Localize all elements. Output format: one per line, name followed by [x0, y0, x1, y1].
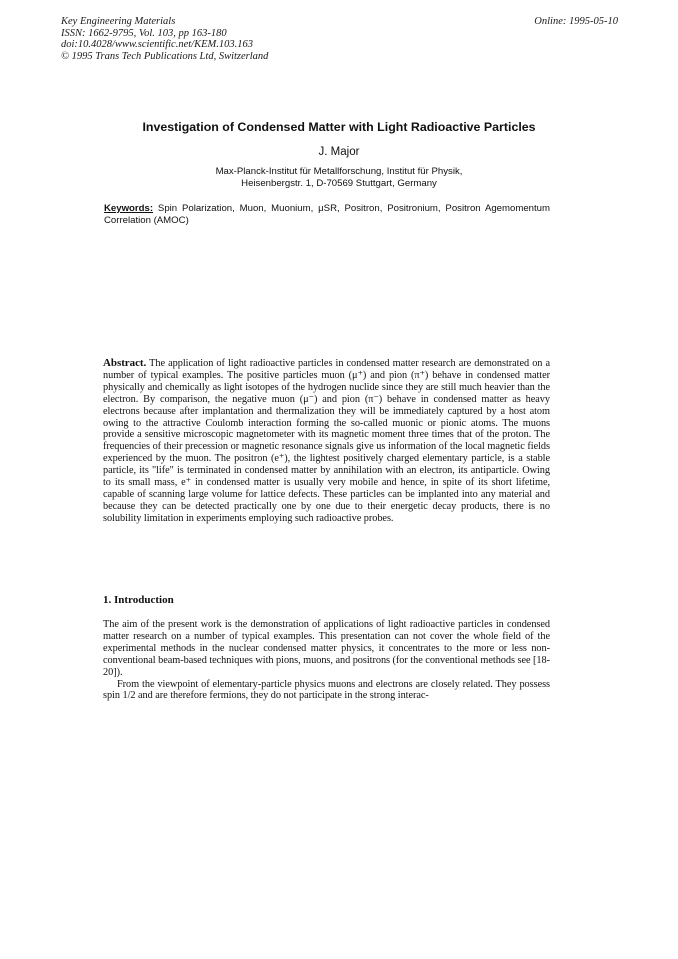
online-date: Online: 1995-05-10 — [534, 16, 618, 27]
keywords-text: Spin Polarization, Muon, Muonium, μSR, Positron, Positronium, Positron Agemomentum Correlation (AMOC) — [104, 203, 550, 226]
citation-block — [61, 16, 268, 62]
copyright-line: © 1995 Trans Tech Publications Ltd, Switzerland — [61, 50, 269, 62]
affiliation-line: Heisenbergstr. 1, D-70569 Stuttgart, Germany — [241, 178, 437, 189]
abstract-text: The application of light radioactive particles in condensed matter research are demonstrated on a number of typical examples. The positive particles muon (μ⁺) and pion (π⁺) behave in condensed matter physically and chemically as light isotopes of the hydrogen nuclide since they are still much heavier than the electron. By comparison, the negative muon (μ⁻) and pion (π⁻) behave in condensed matter as heavy electrons because after implantation and thermalization they will be immediately captured by a host atom owing to the attractive Coulomb interaction forming the so-called muonic or pionic atoms. The muons provide a sensitive microscopic magnetometer with its magnetic moment three times that of the proton. The frequencies of their precession or magnetic resonance signals give us information of the local magnetic fields experienced by the muon. The positron (e⁺), the lightest positively charged elementary particle, is a stable particle, its "life" is terminated in condensed matter by annihilation with an electron, its antiparticle. Owing to its small mass, e⁺ in condensed matter is usually very mobile and hence, in spite of its short lifetime, capable of scanning large volume for lattice defects. These particles can be implanted into any material and because they can be detected practically one by one due to their energetic decay products, there is no solubility limitation in experiments employing such radioactive probes. — [103, 358, 551, 524]
introduction-body — [103, 619, 550, 702]
author-affiliation — [0, 166, 678, 190]
issn-line: ISSN: 1662-9795, Vol. 103, pp 163-180 — [61, 27, 227, 39]
keywords-label: Keywords: — [104, 203, 154, 214]
paragraph: From the viewpoint of elementary-particle physics muons and electrons are closely related. They possess spin 1/2 and are therefore fermions, they do not participate in the strong interac- — [103, 678, 550, 702]
keywords-block — [104, 203, 550, 227]
section-heading: 1. Introduction — [103, 594, 174, 606]
paragraph: The aim of the present work is the demonstration of applications of light radioactive particles in condensed matter research on a number of typical examples. This presentation can not cover the whole field of the experimental methods in the nuclear condensed matter physics, it concentrates to the more or less non-conventional beam-based techniques with pions, muons, and positrons (for the conventional methods see [18-20]). — [103, 619, 550, 678]
abstract-block — [103, 358, 550, 525]
affiliation-line: Max-Planck-Institut für Metallforschung, Institut für Physik, — [215, 166, 463, 177]
journal-name: Key Engineering Materials — [61, 16, 176, 27]
doi-line: doi:10.4028/www.scientific.net/KEM.103.163 — [61, 39, 253, 51]
paper-author: J. Major — [318, 146, 360, 158]
page-header — [61, 16, 618, 62]
abstract-label: Abstract. — [103, 357, 147, 369]
paper-title: Investigation of Condensed Matter with Light Radioactive Particles — [142, 120, 536, 134]
